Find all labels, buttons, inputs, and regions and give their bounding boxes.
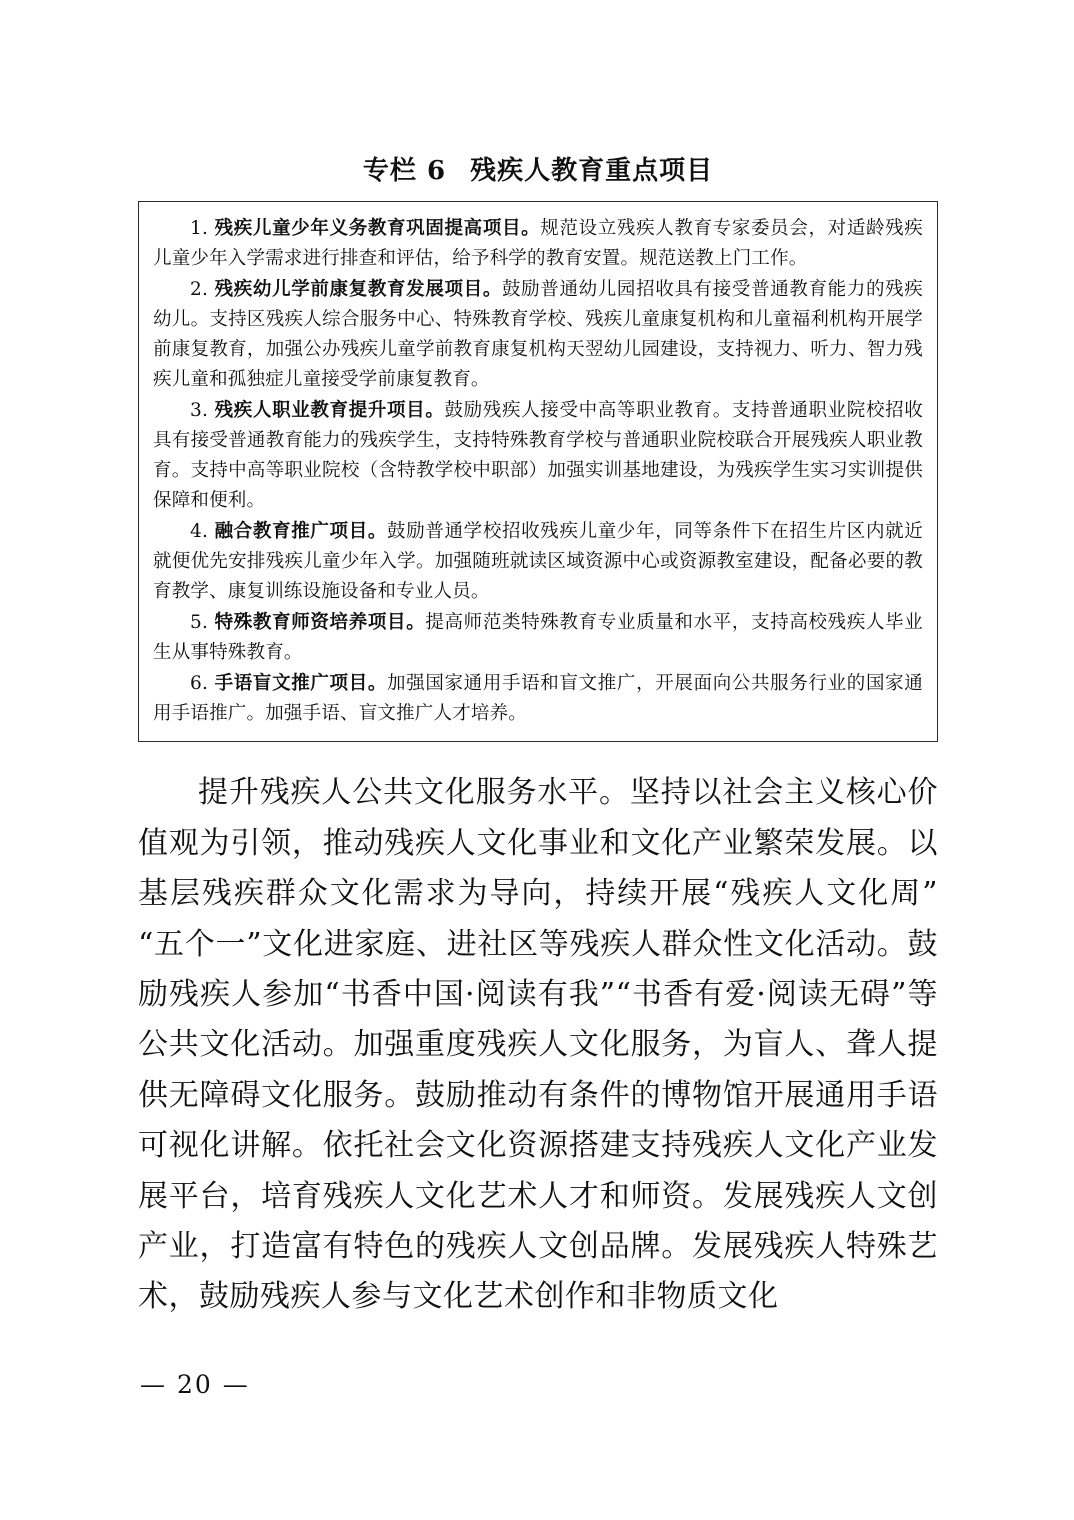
list-item bbox=[153, 275, 923, 395]
feature-box bbox=[138, 201, 938, 742]
feature-box-title bbox=[138, 150, 938, 187]
item-text: 规范设立残疾人教育专家委员会，对适龄残疾儿童少年入学需求进行排查和评估，给予科学的教育安置。规范送教上门工作。 bbox=[153, 218, 923, 269]
list-item bbox=[153, 517, 923, 607]
body-paragraph: 提升残疾人公共文化服务水平。坚持以社会主义核心价值观为引领，推动残疾人文化事业和文化产业繁荣发展。以基层残疾群众文化需求为导向，持续开展“残疾人文化周”“五个一”文化进家庭、进社区等残疾人群众性文化活动。鼓励残疾人参加“书香中国·阅读有我”“书香有爱·阅读无碍”等公共文化活动。加强重度残疾人文化服务，为盲人、聋人提供无障碍文化服务。鼓励推动有条件的博物馆开展通用手语可视化讲解。依托社会文化资源搭建支持残疾人文化产业发展平台，培育残疾人文化艺术人才和师资。发展残疾人文创产业，打造富有特色的残疾人文创品牌。发展残疾人特殊艺术，鼓励残疾人参与文化艺术创作和非物质文化 bbox=[138, 775, 938, 1315]
item-number: 1. bbox=[190, 218, 209, 239]
item-number: 3. bbox=[190, 399, 209, 421]
item-text: 加强国家通用手语和盲文推广，开展面向公共服务行业的国家通用手语推广。加强手语、盲文推广人才培养。 bbox=[153, 672, 923, 724]
page-content bbox=[138, 150, 938, 1323]
item-heading: 残疾人职业教育提升项目。 bbox=[214, 399, 445, 421]
item-heading: 手语盲文推广项目。 bbox=[214, 672, 388, 694]
item-number: 6. bbox=[190, 672, 209, 694]
list-item bbox=[153, 669, 923, 729]
feature-box-title-text: 残疾人教育重点项目 bbox=[470, 156, 714, 186]
item-heading: 融合教育推广项目。 bbox=[214, 520, 388, 542]
item-text: 提高师范类特殊教育专业质量和水平，支持高校残疾人毕业生从事特殊教育。 bbox=[153, 611, 924, 663]
item-heading: 残疾儿童少年义务教育巩固提高项目。 bbox=[214, 218, 541, 239]
item-number: 5. bbox=[190, 611, 209, 633]
list-item bbox=[153, 214, 923, 274]
item-text: 鼓励普通学校招收残疾儿童少年，同等条件下在招生片区内就近就便优先安排残疾儿童少年入学。加强随班就读区域资源中心或资源教室建设，配备必要的教育教学、康复训练设施设备和专业人员。 bbox=[153, 520, 923, 602]
list-item bbox=[153, 396, 923, 516]
feature-box-title-label: 专栏 6 bbox=[362, 156, 447, 186]
item-text: 鼓励残疾人接受中高等职业教育。支持普通职业院校招收具有接受普通教育能力的残疾学生，支持特殊教育学校与普通职业院校联合开展残疾人职业教育。支持中高等职业院校（含特教学校中职部）加强实训基地建设，为残疾学生实习实训提供保障和便利。 bbox=[153, 399, 923, 511]
list-item bbox=[153, 608, 923, 668]
item-heading: 特殊教育师资培养项目。 bbox=[214, 611, 426, 633]
item-number: 4. bbox=[190, 520, 209, 542]
item-heading: 残疾幼儿学前康复教育发展项目。 bbox=[214, 278, 502, 300]
item-text: 鼓励普通幼儿园招收具有接受普通教育能力的残疾幼儿。支持区残疾人综合服务中心、特殊教育学校、残疾儿童康复机构和儿童福利机构开展学前康复教育，加强公办残疾儿童学前教育康复机构天翌幼儿园建设，支持视力、听力、智力残疾儿童和孤独症儿童接受学前康复教育。 bbox=[153, 278, 923, 390]
page-number: — 20 — bbox=[140, 1370, 250, 1399]
item-number: 2. bbox=[190, 278, 209, 300]
